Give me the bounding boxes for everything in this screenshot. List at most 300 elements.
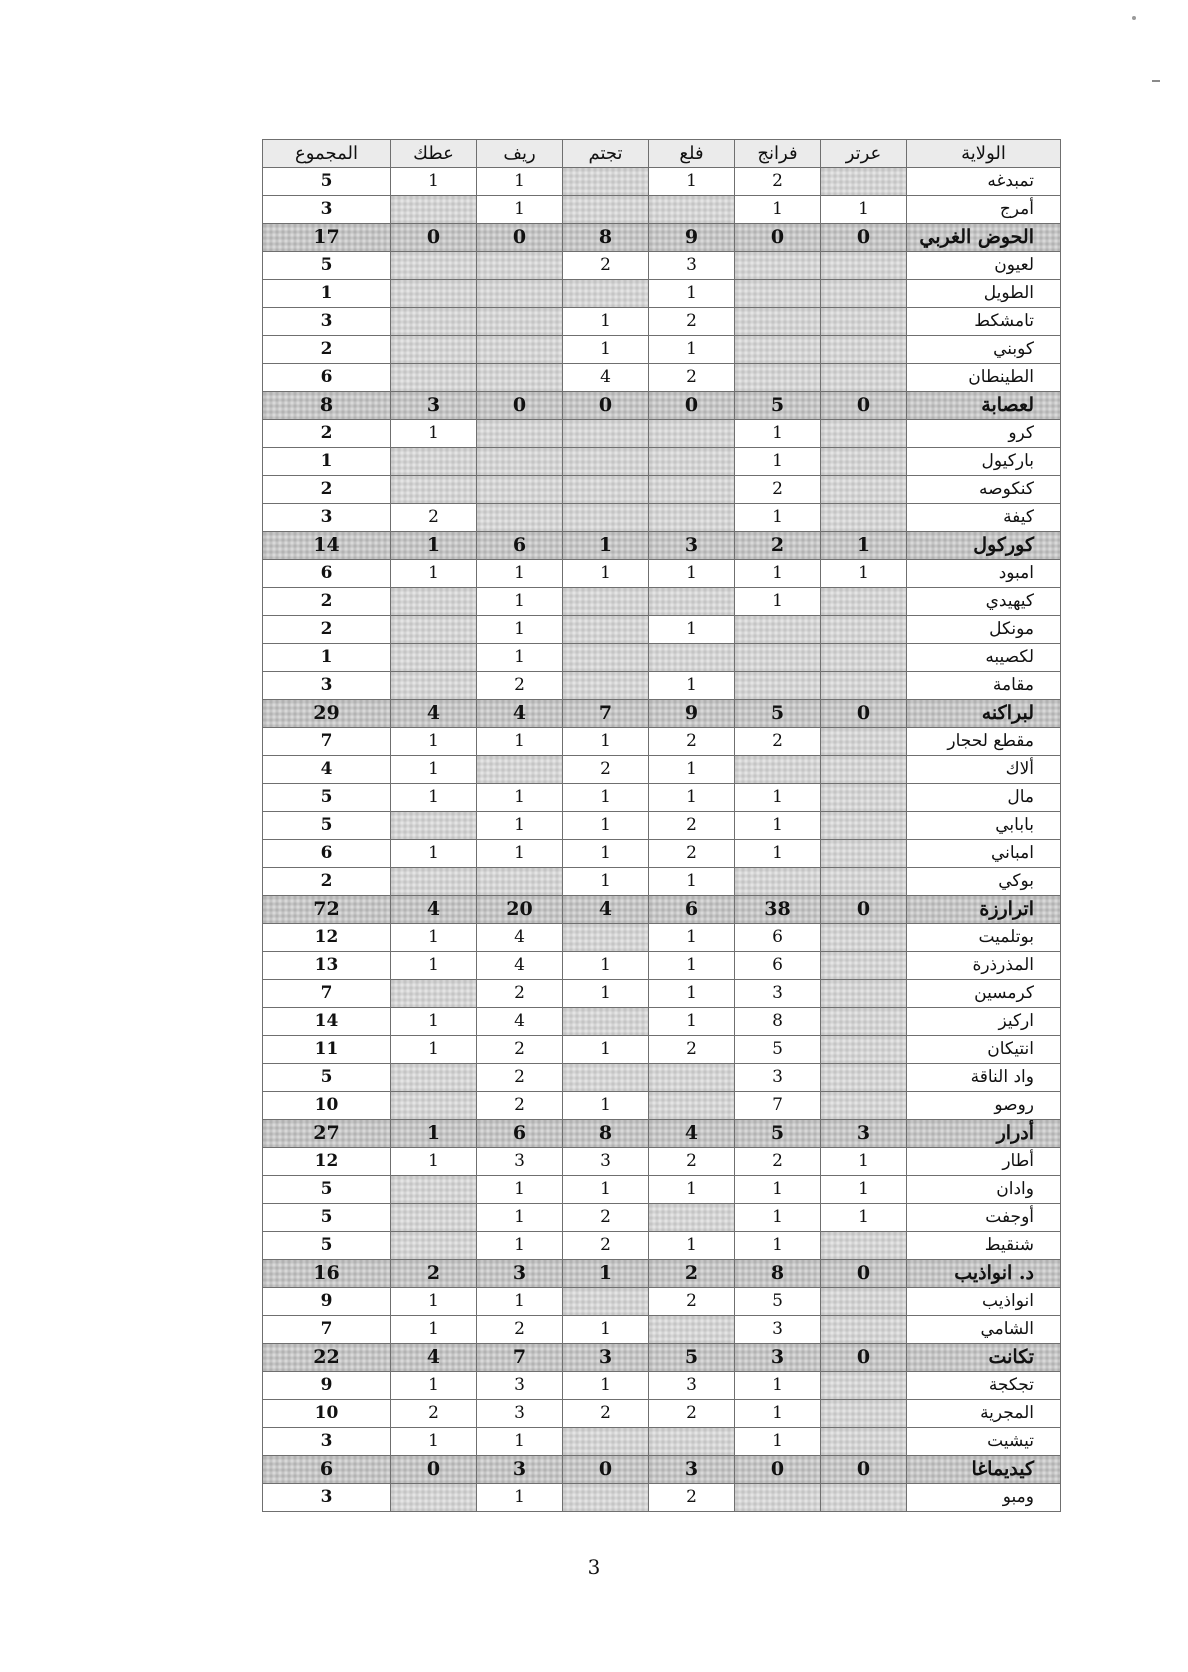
empty-cell (821, 1036, 907, 1064)
empty-cell (735, 868, 821, 896)
value-cell: 1 (391, 1148, 477, 1176)
total-cell: 5 (263, 252, 391, 280)
total-cell: 5 (263, 1232, 391, 1260)
value-cell: 1 (391, 756, 477, 784)
empty-cell (821, 728, 907, 756)
column-header-col2: فرانج (735, 140, 821, 168)
value-cell: 1 (735, 1232, 821, 1260)
district-row (263, 1204, 1061, 1232)
district-row (263, 644, 1061, 672)
value-cell: 5 (735, 1288, 821, 1316)
header-row (263, 140, 1061, 168)
district-row (263, 756, 1061, 784)
value-cell: 2 (649, 1148, 735, 1176)
empty-cell (821, 952, 907, 980)
region-name-cell: كيديماغا (907, 1456, 1061, 1484)
value-cell: 2 (649, 1036, 735, 1064)
empty-cell (477, 252, 563, 280)
value-cell: 3 (477, 1400, 563, 1428)
value-cell: 1 (477, 644, 563, 672)
empty-cell (649, 1428, 735, 1456)
value-cell: 7 (563, 700, 649, 728)
value-cell: 2 (735, 728, 821, 756)
total-cell: 27 (263, 1120, 391, 1148)
wilaya-total-row (263, 224, 1061, 252)
value-cell: 1 (563, 980, 649, 1008)
empty-cell (477, 448, 563, 476)
empty-cell (821, 252, 907, 280)
value-cell: 1 (735, 560, 821, 588)
empty-cell (821, 1008, 907, 1036)
value-cell: 3 (735, 1064, 821, 1092)
total-cell: 6 (263, 840, 391, 868)
region-name-cell: واد الناقة (907, 1064, 1061, 1092)
value-cell: 1 (477, 728, 563, 756)
total-cell: 3 (263, 504, 391, 532)
empty-cell (821, 1428, 907, 1456)
value-cell: 5 (735, 700, 821, 728)
empty-cell (821, 1316, 907, 1344)
district-row (263, 504, 1061, 532)
scan-mark (1152, 80, 1160, 82)
total-cell: 6 (263, 1456, 391, 1484)
empty-cell (563, 476, 649, 504)
total-cell: 2 (263, 336, 391, 364)
district-row (263, 336, 1061, 364)
value-cell: 2 (391, 1400, 477, 1428)
value-cell: 3 (649, 252, 735, 280)
table-body (263, 168, 1061, 1512)
value-cell: 2 (563, 1204, 649, 1232)
value-cell: 5 (735, 1120, 821, 1148)
value-cell: 4 (391, 896, 477, 924)
value-cell: 1 (477, 1204, 563, 1232)
column-header-col1: عرتر (821, 140, 907, 168)
value-cell: 2 (391, 1260, 477, 1288)
empty-cell (821, 980, 907, 1008)
empty-cell (821, 1288, 907, 1316)
value-cell: 8 (735, 1008, 821, 1036)
district-row (263, 1036, 1061, 1064)
value-cell: 2 (477, 1064, 563, 1092)
value-cell: 8 (735, 1260, 821, 1288)
value-cell: 1 (477, 588, 563, 616)
region-name-cell: اترارزة (907, 896, 1061, 924)
value-cell: 1 (649, 868, 735, 896)
value-cell: 3 (735, 1316, 821, 1344)
value-cell: 2 (563, 756, 649, 784)
value-cell: 1 (649, 1008, 735, 1036)
total-cell: 12 (263, 1148, 391, 1176)
region-name-cell: لكصيبه (907, 644, 1061, 672)
empty-cell (821, 280, 907, 308)
region-name-cell: الشامي (907, 1316, 1061, 1344)
empty-cell (477, 476, 563, 504)
empty-cell (821, 868, 907, 896)
value-cell: 1 (735, 1176, 821, 1204)
district-row (263, 1400, 1061, 1428)
value-cell: 9 (649, 224, 735, 252)
value-cell: 1 (391, 1316, 477, 1344)
empty-cell (735, 672, 821, 700)
total-cell: 72 (263, 896, 391, 924)
value-cell: 1 (477, 1288, 563, 1316)
value-cell: 1 (563, 308, 649, 336)
empty-cell (477, 280, 563, 308)
value-cell: 4 (649, 1120, 735, 1148)
value-cell: 1 (735, 1204, 821, 1232)
empty-cell (391, 280, 477, 308)
empty-cell (649, 1316, 735, 1344)
value-cell: 20 (477, 896, 563, 924)
empty-cell (563, 168, 649, 196)
region-name-cell: باركيول (907, 448, 1061, 476)
empty-cell (821, 812, 907, 840)
total-cell: 7 (263, 980, 391, 1008)
value-cell: 2 (391, 504, 477, 532)
total-cell: 12 (263, 924, 391, 952)
value-cell: 0 (821, 896, 907, 924)
value-cell: 1 (391, 1036, 477, 1064)
value-cell: 1 (735, 588, 821, 616)
value-cell: 2 (735, 532, 821, 560)
empty-cell (563, 1064, 649, 1092)
value-cell: 1 (735, 420, 821, 448)
value-cell: 1 (391, 952, 477, 980)
value-cell: 1 (563, 1176, 649, 1204)
region-name-cell: أدرار (907, 1120, 1061, 1148)
value-cell: 3 (821, 1120, 907, 1148)
column-header-col4: تجتم (563, 140, 649, 168)
value-cell: 2 (477, 672, 563, 700)
value-cell: 1 (477, 560, 563, 588)
value-cell: 4 (563, 364, 649, 392)
total-cell: 13 (263, 952, 391, 980)
value-cell: 1 (735, 840, 821, 868)
district-row (263, 364, 1061, 392)
total-cell: 8 (263, 392, 391, 420)
value-cell: 1 (477, 1176, 563, 1204)
value-cell: 0 (391, 224, 477, 252)
total-cell: 2 (263, 588, 391, 616)
district-row (263, 1092, 1061, 1120)
empty-cell (821, 616, 907, 644)
empty-cell (821, 336, 907, 364)
region-name-cell: انواذيب (907, 1288, 1061, 1316)
district-row (263, 616, 1061, 644)
region-name-cell: اركيز (907, 1008, 1061, 1036)
column-header-col5: ريف (477, 140, 563, 168)
empty-cell (821, 784, 907, 812)
empty-cell (821, 364, 907, 392)
value-cell: 1 (649, 672, 735, 700)
empty-cell (563, 1484, 649, 1512)
empty-cell (821, 420, 907, 448)
total-cell: 10 (263, 1092, 391, 1120)
value-cell: 1 (391, 1372, 477, 1400)
region-name-cell: أطار (907, 1148, 1061, 1176)
empty-cell (391, 868, 477, 896)
value-cell: 1 (735, 448, 821, 476)
value-cell: 0 (821, 392, 907, 420)
value-cell: 2 (563, 252, 649, 280)
value-cell: 3 (735, 980, 821, 1008)
total-cell: 3 (263, 1428, 391, 1456)
district-row (263, 448, 1061, 476)
value-cell: 1 (821, 560, 907, 588)
column-header-col3: فلع (649, 140, 735, 168)
empty-cell (391, 1064, 477, 1092)
district-row (263, 560, 1061, 588)
empty-cell (563, 504, 649, 532)
empty-cell (563, 924, 649, 952)
region-name-cell: كيهيدي (907, 588, 1061, 616)
empty-cell (391, 364, 477, 392)
empty-cell (649, 588, 735, 616)
value-cell: 1 (563, 784, 649, 812)
value-cell: 1 (391, 1428, 477, 1456)
empty-cell (735, 336, 821, 364)
district-row (263, 1176, 1061, 1204)
total-cell: 3 (263, 1484, 391, 1512)
value-cell: 1 (477, 812, 563, 840)
empty-cell (563, 588, 649, 616)
value-cell: 6 (735, 952, 821, 980)
value-cell: 1 (563, 1372, 649, 1400)
region-name-cell: كرو (907, 420, 1061, 448)
district-row (263, 1232, 1061, 1260)
empty-cell (821, 1064, 907, 1092)
region-name-cell: ومبو (907, 1484, 1061, 1512)
value-cell: 1 (391, 728, 477, 756)
empty-cell (391, 616, 477, 644)
value-cell: 1 (821, 1148, 907, 1176)
value-cell: 1 (649, 336, 735, 364)
value-cell: 1 (649, 616, 735, 644)
value-cell: 0 (391, 1456, 477, 1484)
value-cell: 1 (649, 1232, 735, 1260)
value-cell: 4 (477, 924, 563, 952)
value-cell: 1 (391, 420, 477, 448)
total-cell: 5 (263, 1064, 391, 1092)
value-cell: 1 (563, 532, 649, 560)
scan-speck (1132, 16, 1136, 20)
value-cell: 7 (477, 1344, 563, 1372)
region-name-cell: تجكجة (907, 1372, 1061, 1400)
value-cell: 2 (649, 1400, 735, 1428)
empty-cell (735, 308, 821, 336)
value-cell: 1 (563, 1260, 649, 1288)
value-cell: 3 (563, 1148, 649, 1176)
value-cell: 4 (477, 700, 563, 728)
empty-cell (821, 1232, 907, 1260)
value-cell: 9 (649, 700, 735, 728)
region-name-cell: مال (907, 784, 1061, 812)
empty-cell (821, 588, 907, 616)
region-name-cell: لبراكنه (907, 700, 1061, 728)
value-cell: 1 (563, 1316, 649, 1344)
district-row (263, 252, 1061, 280)
region-name-cell: امباني (907, 840, 1061, 868)
value-cell: 1 (821, 1176, 907, 1204)
value-cell: 1 (391, 560, 477, 588)
empty-cell (477, 420, 563, 448)
district-row (263, 1008, 1061, 1036)
empty-cell (563, 1008, 649, 1036)
region-name-cell: تكانت (907, 1344, 1061, 1372)
empty-cell (391, 980, 477, 1008)
value-cell: 3 (649, 532, 735, 560)
value-cell: 1 (735, 504, 821, 532)
value-cell: 2 (735, 1148, 821, 1176)
region-name-cell: الطويل (907, 280, 1061, 308)
region-name-cell: امبود (907, 560, 1061, 588)
empty-cell (391, 1484, 477, 1512)
value-cell: 2 (649, 1484, 735, 1512)
value-cell: 1 (391, 840, 477, 868)
page-number: 3 (587, 1555, 601, 1579)
total-cell: 22 (263, 1344, 391, 1372)
total-cell: 4 (263, 756, 391, 784)
value-cell: 1 (563, 868, 649, 896)
district-row (263, 1316, 1061, 1344)
total-cell: 3 (263, 196, 391, 224)
value-cell: 1 (649, 168, 735, 196)
value-cell: 1 (477, 784, 563, 812)
value-cell: 1 (735, 1400, 821, 1428)
value-cell: 1 (563, 812, 649, 840)
wilaya-total-row (263, 896, 1061, 924)
empty-cell (563, 420, 649, 448)
region-name-cell: كيفة (907, 504, 1061, 532)
district-row (263, 1372, 1061, 1400)
value-cell: 3 (649, 1372, 735, 1400)
value-cell: 4 (477, 1008, 563, 1036)
district-row (263, 280, 1061, 308)
region-name-cell: تيشيت (907, 1428, 1061, 1456)
empty-cell (391, 1204, 477, 1232)
value-cell: 2 (649, 364, 735, 392)
empty-cell (649, 1092, 735, 1120)
value-cell: 0 (821, 1344, 907, 1372)
wilaya-total-row (263, 1260, 1061, 1288)
empty-cell (391, 1232, 477, 1260)
value-cell: 1 (391, 1120, 477, 1148)
empty-cell (391, 308, 477, 336)
value-cell: 2 (563, 1232, 649, 1260)
empty-cell (821, 1400, 907, 1428)
value-cell: 1 (649, 952, 735, 980)
district-row (263, 1288, 1061, 1316)
total-cell: 10 (263, 1400, 391, 1428)
total-cell: 5 (263, 1176, 391, 1204)
value-cell: 4 (563, 896, 649, 924)
value-cell: 1 (477, 616, 563, 644)
empty-cell (649, 420, 735, 448)
empty-cell (563, 1288, 649, 1316)
empty-cell (391, 448, 477, 476)
empty-cell (477, 868, 563, 896)
region-name-cell: الحوض الغربي (907, 224, 1061, 252)
value-cell: 1 (477, 840, 563, 868)
empty-cell (563, 616, 649, 644)
value-cell: 1 (735, 784, 821, 812)
region-name-cell: كرمسين (907, 980, 1061, 1008)
district-row (263, 924, 1061, 952)
total-cell: 6 (263, 560, 391, 588)
column-header-col6: عطك (391, 140, 477, 168)
value-cell: 5 (735, 392, 821, 420)
value-cell: 2 (649, 1288, 735, 1316)
region-name-cell: انتيكان (907, 1036, 1061, 1064)
empty-cell (391, 196, 477, 224)
value-cell: 2 (735, 476, 821, 504)
value-cell: 0 (477, 224, 563, 252)
wilaya-total-row (263, 1120, 1061, 1148)
empty-cell (649, 196, 735, 224)
value-cell: 7 (735, 1092, 821, 1120)
empty-cell (391, 1092, 477, 1120)
total-cell: 14 (263, 1008, 391, 1036)
total-cell: 14 (263, 532, 391, 560)
total-cell: 2 (263, 868, 391, 896)
value-cell: 1 (563, 1092, 649, 1120)
value-cell: 4 (391, 700, 477, 728)
empty-cell (821, 1484, 907, 1512)
value-cell: 1 (649, 980, 735, 1008)
value-cell: 1 (649, 784, 735, 812)
column-header-total: المجموع (263, 140, 391, 168)
value-cell: 8 (563, 224, 649, 252)
district-row (263, 1484, 1061, 1512)
value-cell: 3 (477, 1148, 563, 1176)
region-name-cell: تمبدغه (907, 168, 1061, 196)
value-cell: 0 (821, 1260, 907, 1288)
district-row (263, 1428, 1061, 1456)
wilaya-total-row (263, 392, 1061, 420)
region-name-cell: روصو (907, 1092, 1061, 1120)
district-row (263, 476, 1061, 504)
value-cell: 5 (649, 1344, 735, 1372)
value-cell: 0 (821, 1456, 907, 1484)
empty-cell (821, 672, 907, 700)
empty-cell (563, 1428, 649, 1456)
empty-cell (821, 504, 907, 532)
value-cell: 3 (649, 1456, 735, 1484)
value-cell: 1 (649, 1176, 735, 1204)
value-cell: 2 (649, 728, 735, 756)
value-cell: 1 (563, 840, 649, 868)
region-name-cell: مقطع لحجار (907, 728, 1061, 756)
region-name-cell: كوبني (907, 336, 1061, 364)
value-cell: 3 (477, 1456, 563, 1484)
empty-cell (563, 196, 649, 224)
total-cell: 7 (263, 728, 391, 756)
value-cell: 6 (477, 532, 563, 560)
empty-cell (477, 364, 563, 392)
value-cell: 1 (477, 1484, 563, 1512)
value-cell: 2 (649, 1260, 735, 1288)
value-cell: 1 (821, 1204, 907, 1232)
empty-cell (563, 280, 649, 308)
total-cell: 9 (263, 1288, 391, 1316)
value-cell: 0 (735, 224, 821, 252)
value-cell: 1 (391, 784, 477, 812)
value-cell: 1 (735, 812, 821, 840)
region-name-cell: المجرية (907, 1400, 1061, 1428)
district-row (263, 1064, 1061, 1092)
empty-cell (735, 644, 821, 672)
